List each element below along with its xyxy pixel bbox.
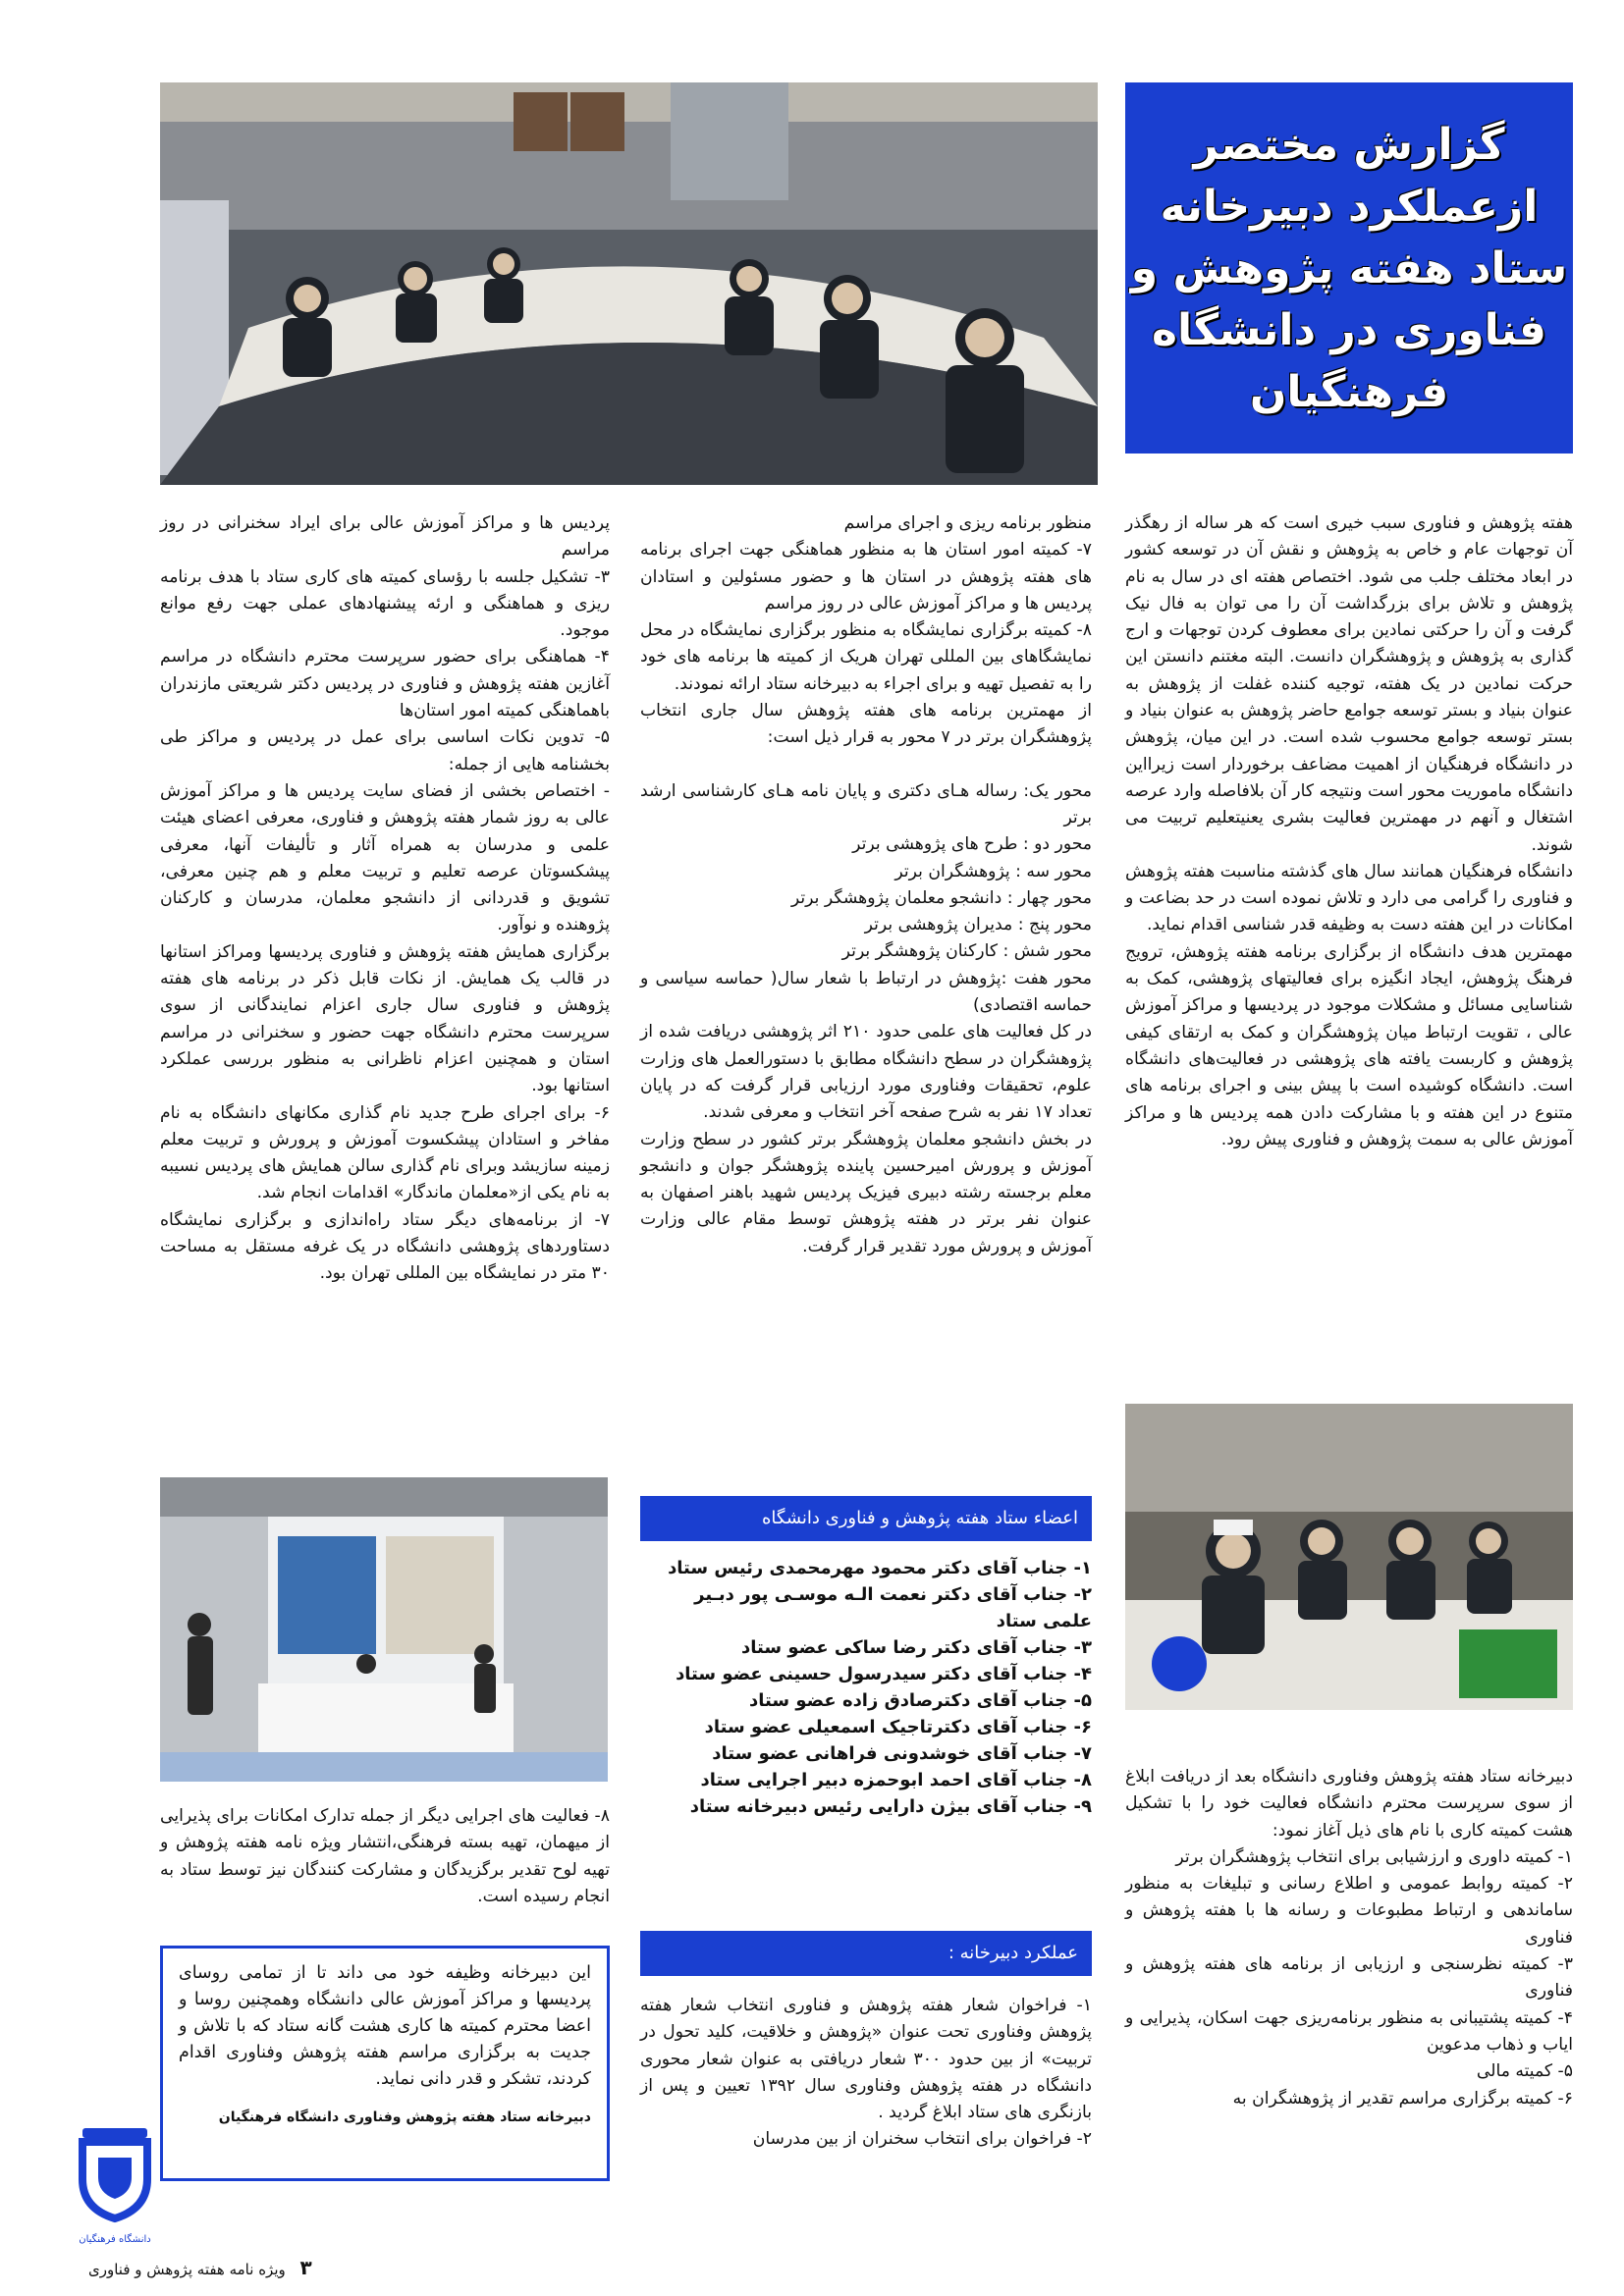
exhibition-photo (160, 1477, 608, 1782)
left-bottom-column (160, 1803, 610, 1910)
performance-item: ۲- فراخوان برای انتخاب سخنران از بین مدرسان (752, 2129, 1092, 2150)
axis-item: محور شش : کارکنان پژوهشگر برتر (841, 941, 1092, 962)
member-item: ۴- جناب آقای دکتر سیدرسول حسینی عضو ستاد (676, 1664, 1092, 1684)
intro-column (1125, 510, 1573, 1153)
intro-paragraph: دانشگاه فرهنگیان همانند سال های گذشته مناسبت هفته پژوهش و فناوری را گرامی می دارد و تلاش نموده است در حد بضاعت و امکانات در این هفته دست به وظیفه قدر شناسی اقدام نماید. (1125, 861, 1573, 935)
axis-item: محور دو : طرح های پژوهشی برتر (852, 834, 1092, 855)
axis-item: محور چهار : دانشجو معلمان پژوهشگر برتر (790, 887, 1092, 908)
exhibition-photo-illustration (160, 1477, 608, 1782)
committee-item: ۱- کمیته داوری و ارزشیابی برای انتخاب پژوهشگران برتر (1175, 1846, 1573, 1867)
article-title-line: گزارش مختصر (1193, 119, 1505, 170)
committee-item: ۵- کمیته مالی (1476, 2061, 1573, 2082)
page-footer (88, 2256, 312, 2279)
axis-item: محور سه : پژوهشگران برتر (894, 861, 1092, 881)
meeting-photo-top-illustration (160, 82, 1098, 485)
committee-item: ۲- کمیته روابط عمومی و اطلاع رسانی و تبلیغات به منظور ساماندهی و ارتباط مطبوعات و رسانه ها با هفته پژوهش و فناوری (1125, 1874, 1573, 1948)
middle-paragraph: در بخش دانشجو معلمان پژوهشگر برتر کشور در سطح وزارت آموزش و پرورش امیرحسین پاینده پژوهشگر جوان و دانشجو معلم برجسته رشته دبیری فیزیک پردیس شهید باهنر اصفهان به عنوان نفر برتر در هفته پژوهش توسط مقام عالی وزارت آموزش و پرورش مورد تقدیر قرار گرفت. (640, 1129, 1092, 1256)
performance-heading: عملکرد دبیرخانه : (947, 1943, 1078, 1963)
axis-item: محور پنج : مدیران پژوهشی برتر (864, 915, 1092, 935)
members-list (640, 1555, 1092, 1820)
committee-item: ۶- کمیته برگزاری مراسم تقدیر از پژوهشگران به (1232, 2088, 1573, 2109)
thanks-signature: دبیرخانه ستاد هفته پژوهش وفناوری دانشگاه فرهنگیان (218, 2109, 591, 2125)
article-title (1131, 114, 1567, 423)
middle-column (640, 510, 1092, 1260)
committees-column (1125, 1764, 1573, 2112)
middle-paragraph: ۷- کمیته امور استان ها به منظور هماهنگی جهت اجرای برنامه های هفته پژوهش در استان ها و حضور مسئولین و استادان پردیس ها و مراکز آموزش عالی در روز مراسم (640, 540, 1092, 614)
left-paragraph: ۶- برای اجرای طرح جدید نام گذاری مکانهای دانشگاه به نام مفاخر و استادان پیشکسوت آموزش و پرورش و تربیت معلم زمینه سازیشد وبرای نام گذاری سالن همایش های پردیس نسیبه به نام یکی از«معلمان ماندگار» اقدامات انجام شد. (160, 1102, 610, 1203)
article-title-line: فناوری در دانشگاه (1152, 304, 1546, 355)
member-item: ۵- جناب آقای دکترصادق زاده عضو ستاد (749, 1690, 1092, 1711)
middle-paragraph: ۸- کمیته برگزاری نمایشگاه به منظور برگزاری نمایشگاه در محل نمایشگاهای بین المللی تهران هریک از کمیته ها برنامه های خود را به تفصیل تهیه و برای اجراء به دبیرخانه ستاد ارائه نمودند. (640, 620, 1092, 694)
committee-item: ۳- کمیته نظرسنجی و ارزیابی از برنامه های هفته پژوهش و فناوری (1125, 1954, 1573, 2002)
member-item: ۲- جناب آقای دکتر نعمت الـه موسـی پور دبـیر علمی ستاد (694, 1584, 1092, 1631)
member-item: ۱- جناب آقای دکتر محمود مهرمحمدی رئیس ستاد (668, 1558, 1092, 1578)
left-column (160, 510, 610, 1288)
performance-heading-bar (640, 1931, 1092, 1976)
university-logo-icon (75, 2120, 155, 2238)
left-paragraph: ۷- از برنامه‌های دیگر ستاد راه‌اندازی و برگزاری نمایشگاه دستاوردهای پژوهشی دانشگاه در یک غرفه مستقل به مساحت ۳۰ متر در نمایشگاه بین المللی تهران بود. (160, 1209, 610, 1284)
members-heading-bar (640, 1496, 1092, 1541)
committee-item: ۴- کمیته پشتیبانی به منظور برنامه‌ریزی جهت اسکان، پذیرایی و ایاب و ذهاب مدعوین (1125, 2007, 1573, 2055)
left-paragraph: ۳- تشکیل جلسه با رؤسای کمیته های کاری ستاد با هدف برنامه ریزی و هماهنگی و ارئه پیشنهادهای عملی جهت رفع موانع موجود. (160, 566, 610, 641)
left-paragraph: - اختصاص بخشی از فضای سایت پردیس ها و مراکز آموزش عالی به روز شمار هفته پژوهش و فناوری، معرفی اعضای هیئت علمی و مدرسان به همراه آثار و تألیفات آنها، معرفی پیشکسوتان عرصه تعلیم و تربیت معلم و هم چنین معرفی، تشویق و قدردانی از دانشجو معلمان، مدرسان و کارکنان پژوهنده و نوآور. (160, 780, 610, 935)
left-paragraph: پردیس ها و مراکز آموزش عالی برای ایراد سخنرانی در روز مراسم (160, 513, 610, 561)
middle-paragraph: در کل فعالیت های علمی حدود ۲۱۰ اثر پژوهشی دریافت شده از پژوهشگران در سطح دانشگاه مطابق با دستورالعمل های وزارت علوم، تحقیقات وفناوری مورد ارزیابی قرار گرفت که در پایان تعداد ۱۷ نفر به شرح صفحه آخر انتخاب و معرفی شدند. (640, 1022, 1092, 1123)
performance-list (640, 1993, 1092, 2154)
article-title-line: فرهنگیان (1249, 366, 1449, 417)
left-paragraph: ۵- تدوین نکات اساسی برای عمل در پردیس و مراکز طی بخشنامه هایی از جمله: (160, 727, 610, 774)
logo-text: دانشگاه فرهنگیان (79, 2234, 151, 2245)
intro-paragraph: هفته پژوهش و فناوری سبب خیری است که هر ساله از رهگذر آن توجهات عام و خاص به پژوهش و نقش آن در توسعه کشور در ابعاد مختلف جلب می شود. اختصاص هفته ای در سال به نام پژوهش و تلاش برای بزرگداشت آن را می توان به فال نیک گرفت و آن را حرکتی نمادین برای معطوف کردن توجهات و ارج گذاری به پژوهش و پژوهشگران دانست. البته مغتنم دانستن این حرکت نمادین در یک هفته، توجیه کننده غفلت از پژوهش به عنوان بنیاد و بستر توسعه جوامع حاضر پژوهش به عنوان بنیاد و بستر توسعه جوامع محسوب شده است. در این میان، پژوهش در دانشگاه فرهنگیان از اهمیت مضاعف برخوردار است زیرااین دانشگاه ماموریت محور است ونتیجه کار آن بلافاصله وارد عرصه اشتغال و آنهم در مهمترین فعالیت بشری یعنیتعلیم تربیت می شوند. (1125, 513, 1573, 855)
intro-paragraph: مهمترین هدف دانشگاه از برگزاری برنامه هفته پژوهش، ترویج فرهنگ پژوهش، ایجاد انگیزه برای فعالیتهای پژوهشی، کمک به شناسایی مسائل و مشکلات موجود در پردیسها و مراکز آموزش عالی ، تقویت ارتباط میان پژوهشگران و کمک به ارتقای کیفی پژوهش و کاربست یافته های پژوهشی در فعالیت‌های دانشگاه است. دانشگاه کوشیده است با پیش بینی و اجرای برنامه های متنوع در این هفته و با مشارکت دادن همه پردیس ها و مراکز آموزش عالی به سمت پژوهش و فناوری پیش رود. (1125, 941, 1573, 1149)
axis-item: محور یک: رساله هـای دکتری و پایان نامه هـای کارشناسی ارشد برتر (640, 780, 1092, 828)
middle-paragraph: از مهمترین برنامه های هفته پژوهش سال جاری انتخاب پژوهشگران برتر در ۷ محور به قرار ذیل است: (640, 701, 1092, 748)
member-item: ۷- جناب آقای خوشدونی فراهانی عضو ستاد (712, 1743, 1092, 1764)
performance-item: ۱- فراخوان شعار هفته پژوهش و فناوری انتخاب شعار هفته پژوهش وفناوری تحت عنوان «پژوهش و خلاقیت، کلید تحول در تربیت» از بین حدود ۳۰۰ شعار دریافتی به عنوان شعار محوری دانشگاه در هفته پژوهش وفناوری سال ۱۳۹۲ تعیین و پس از بازنگری های ستاد ابلاغ گردید . (640, 1996, 1092, 2123)
meeting-photo-right-illustration (1125, 1404, 1573, 1710)
thanks-text: این دبیرخانه وظیفه خود می داند تا از تمامی روسای پردیسها و مراکز آموزش عالی دانشگاه وهمچنین روسا و اعضا محترم کمیته ها کاری هشت گانه ستاد که با تلاش و جدیت به برگزاری مراسم هفته پژوهش وفناوری اقدام کردند، تشکر و قدر دانی نماید. (179, 1963, 591, 2089)
member-item: ۶- جناب آقای دکترتاجیک اسمعیلی عضو ستاد (704, 1717, 1092, 1737)
article-title-line: ستاد هفته پژوهش و (1130, 242, 1568, 294)
left-bottom-paragraph: ۸- فعالیت های اجرایی دیگر از جمله تدارک امکانات برای پذیرایی از میهمان، تهیه بسته فرهنگی،انتشار ویژه نامه هفته پژوهش و تهیه لوح تقدیر برگزیدگان و مشارکت کنندگان نیز توسط ستاد به انجام رسیده است. (160, 1806, 610, 1906)
footer-text: ویژه نامه هفته پژوهش و فناوری (88, 2261, 286, 2278)
article-title-line: ازعملکرد دبیرخانه (1160, 181, 1539, 232)
committees-intro: دبیرخانه ستاد هفته پژوهش وفناوری دانشگاه بعد از دریافت ابلاغ از سوی سرپرست محترم دانشگاه فعالیت خود را با تشکیل هشت کمیته کاری با نام های ذیل آغاز نمود: (1125, 1767, 1573, 1841)
axis-item: محور هفت :پژوهش در ارتباط با شعار سال( حماسه سیاسی و حماسه اقتصادی) (640, 968, 1092, 1016)
member-item: ۹- جناب آقای بیژن دارایی رئیس دبیرخانه ستاد (689, 1796, 1092, 1817)
member-item: ۳- جناب آقای دکتر رضا ساکی عضو ستاد (741, 1637, 1092, 1658)
page-number: ۳ (299, 2256, 312, 2279)
members-heading: اعضاء ستاد هفته پژوهش و فناوری دانشگاه (761, 1508, 1078, 1528)
article-title-box (1125, 82, 1573, 454)
meeting-photo-right (1125, 1404, 1573, 1710)
university-logo (75, 2120, 155, 2245)
left-paragraph: برگزاری همایش هفته پژوهش و فناوری پردیسها ومراکز استانها در قالب یک همایش. از نکات قابل ذکر در برنامه های هفته پژوهش و فناوری سال جاری اعزام نمایندگانی از سوی سرپرست محترم دانشگاه جهت حضور و سخنرانی در مراسم استان و همچنین اعزام ناظرانی به منظور بررسی عملکرد استانها بود. (160, 941, 610, 1096)
middle-paragraph: منظور برنامه ریزی و اجرای مراسم (843, 513, 1092, 533)
left-paragraph: ۴- هماهنگی برای حضور سرپرست محترم دانشگاه در مراسم آغازین هفته پژوهش و فناوری در پردیس دکتر شریعتی مازندران باهماهنگی کمیته امور استان‌ها (160, 647, 610, 721)
thanks-box (160, 1946, 610, 2181)
meeting-photo-top (160, 82, 1098, 485)
member-item: ۸- جناب آقای احمد ابوحمزه دبیر اجرایی ستاد (700, 1770, 1092, 1790)
